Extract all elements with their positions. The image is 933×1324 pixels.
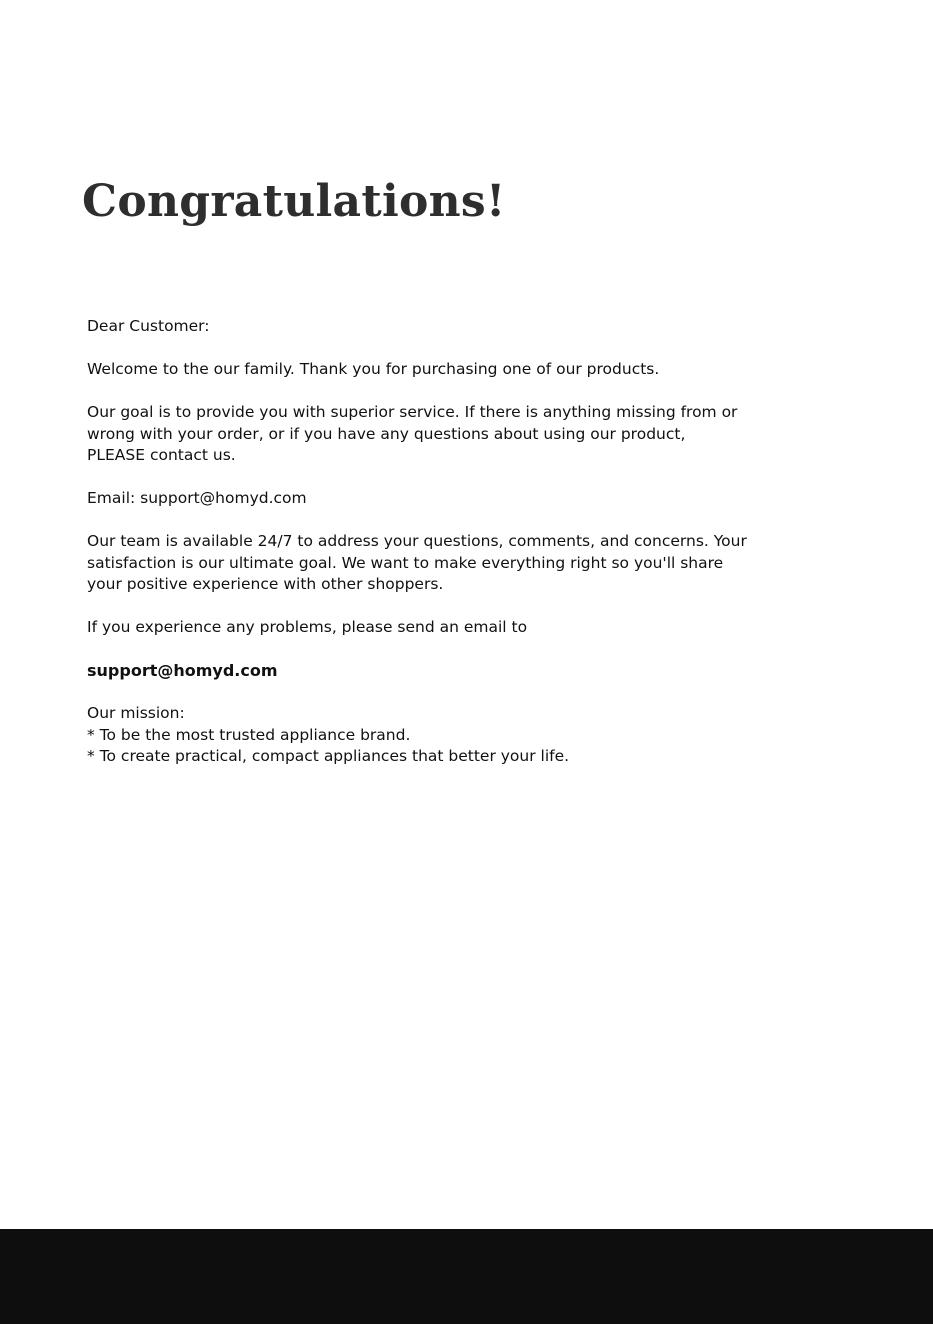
email-line: Email: support@homyd.com [87, 489, 307, 507]
salutation: Dear Customer: [87, 317, 210, 335]
goal-line: PLEASE contact us. [87, 446, 236, 464]
team-paragraph [87, 531, 807, 596]
mission-title: Our mission: [87, 704, 185, 722]
mission-item: * To be the most trusted appliance brand. [87, 725, 411, 744]
letter-body [87, 316, 807, 789]
page-title: Congratulations! [82, 176, 506, 227]
mission-section [87, 703, 807, 768]
team-line: Our team is available 24/7 to address your questions, comments, and concerns. Your [87, 532, 747, 550]
support-email: support@homyd.com [87, 661, 278, 680]
footer-bar [0, 1229, 933, 1324]
welcome-paragraph: Welcome to the our family. Thank you for purchasing one of our products. [87, 360, 660, 378]
mission-item: * To create practical, compact appliances that better your life. [87, 747, 570, 765]
goal-paragraph [87, 402, 807, 467]
problems-line: If you experience any problems, please send an email to [87, 618, 528, 636]
team-line: your positive experience with other shoppers. [87, 575, 444, 593]
goal-line: Our goal is to provide you with superior service. If there is anything missing from or [87, 403, 738, 421]
team-line: satisfaction is our ultimate goal. We want to make everything right so you'll share [87, 553, 724, 572]
goal-line: wrong with your order, or if you have any questions about using our product, [87, 424, 686, 443]
